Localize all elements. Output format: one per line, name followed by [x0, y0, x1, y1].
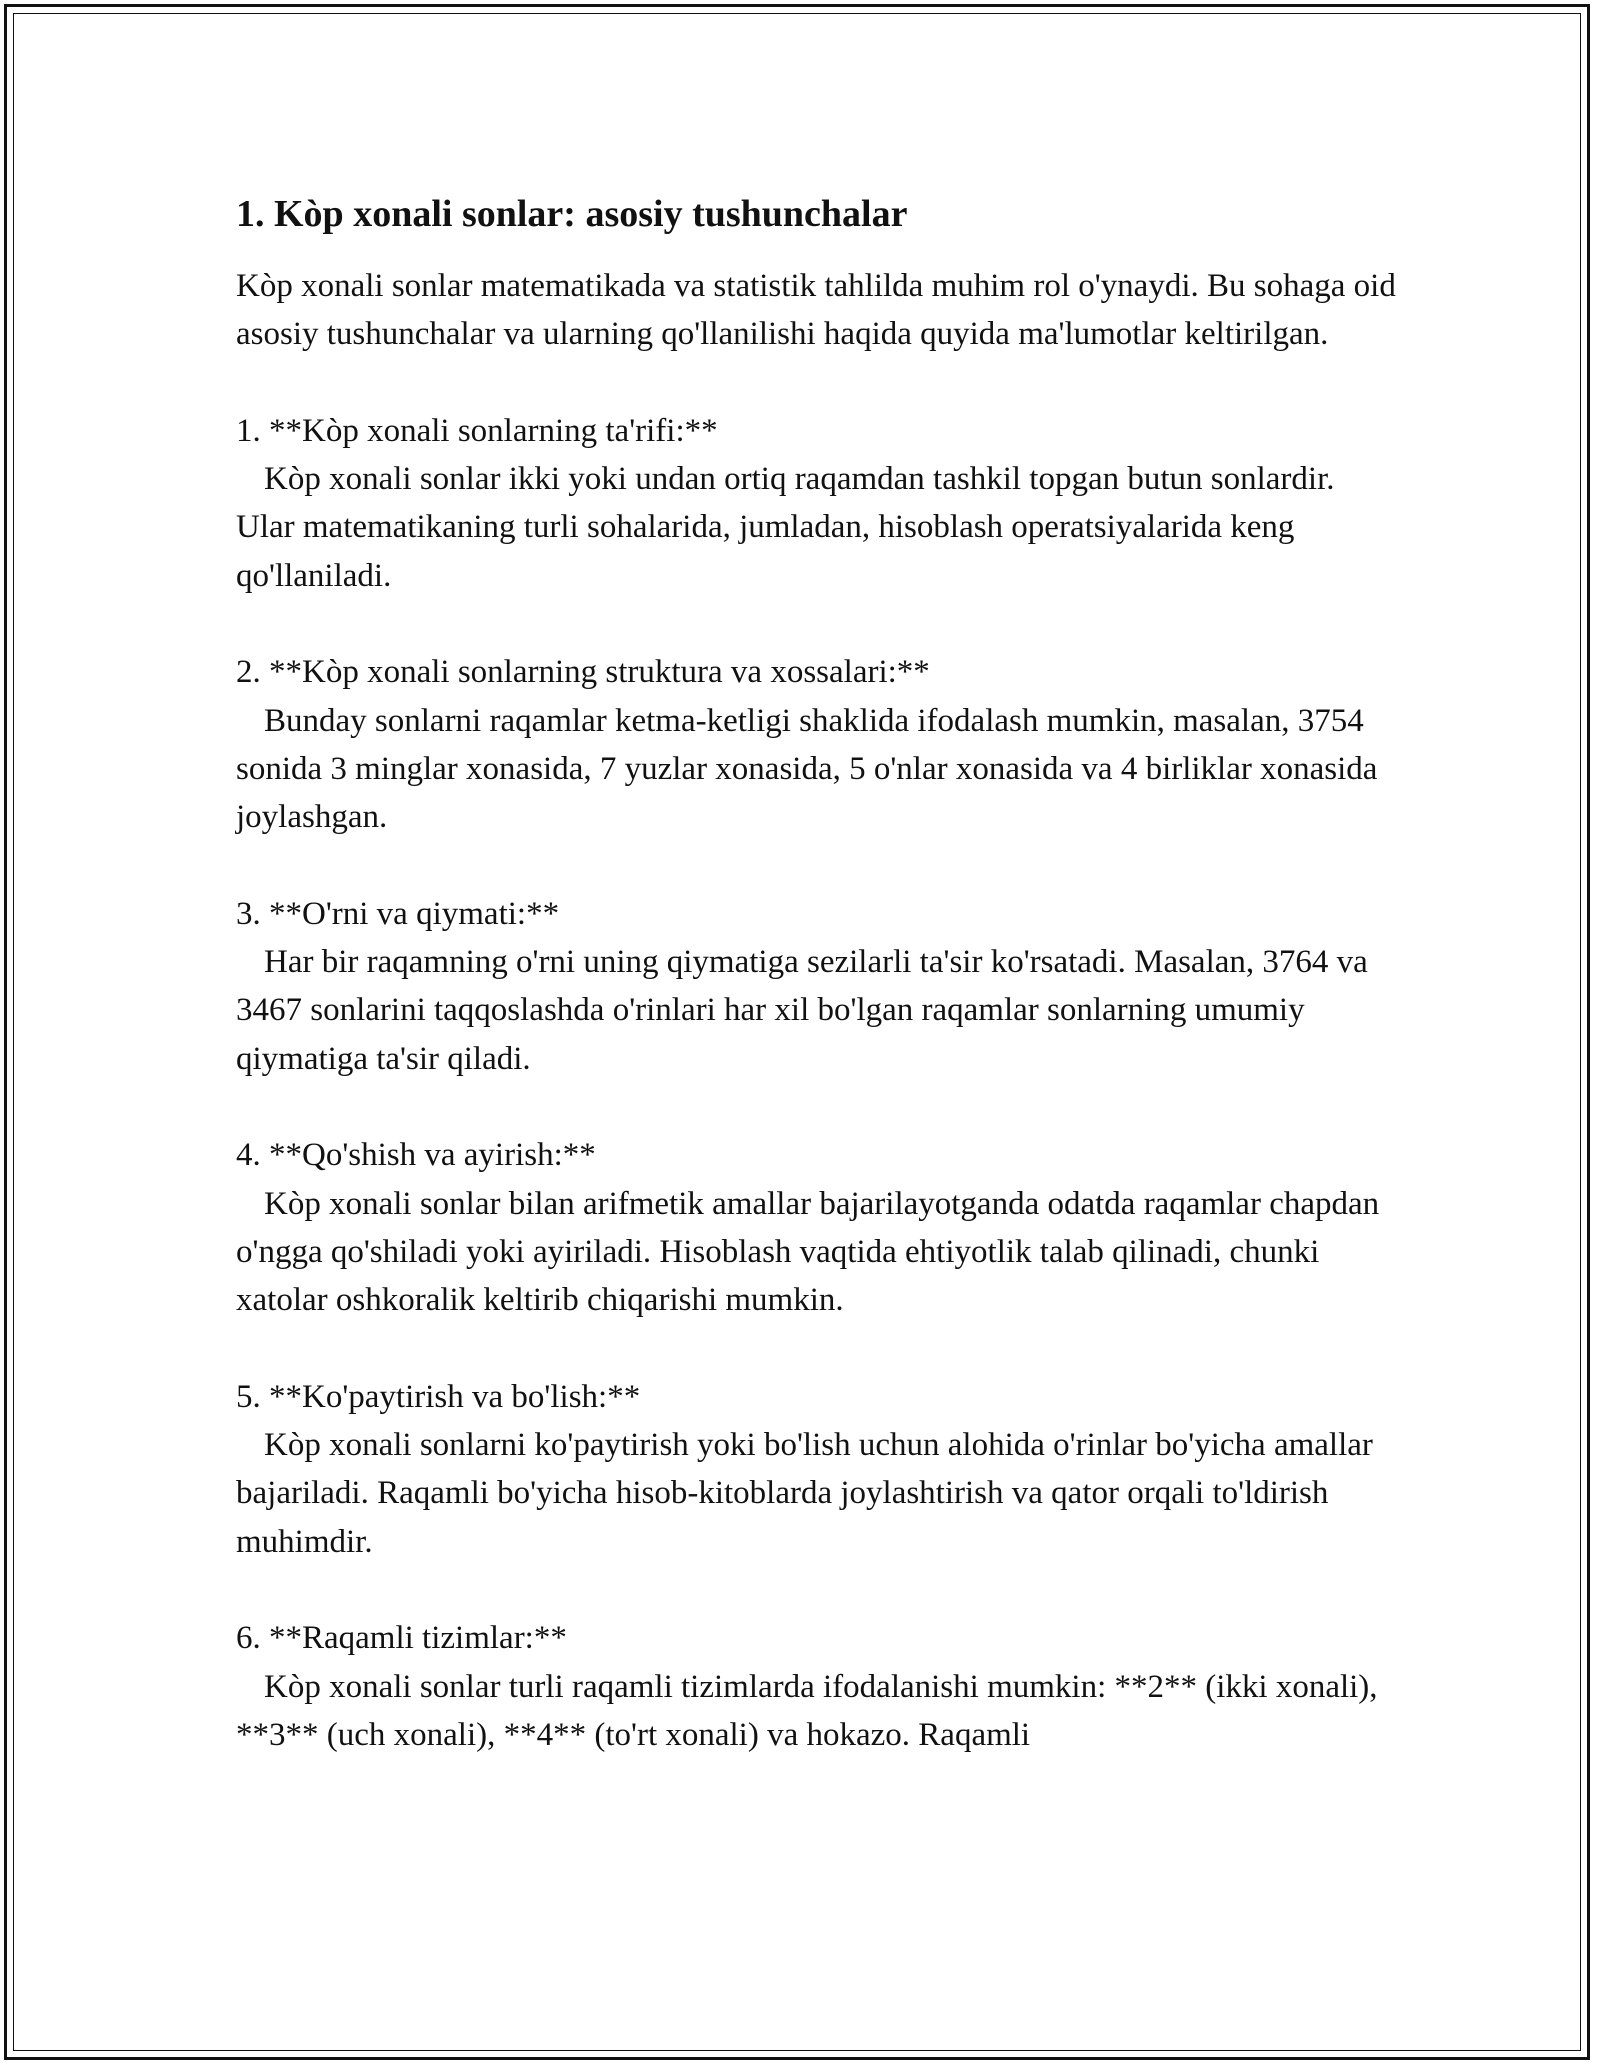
section-1	[236, 407, 1396, 600]
section-body: Kòp xonali sonlar bilan arifmetik amallar bajarilayotganda odatda raqamlar chapdan o'ngga qo'shiladi yoki ayiriladi. Hisoblash vaqtida ehtiyotlik talab qilinadi, chunki xatolar oshkoralik keltirib chiqarishi mumkin.	[236, 1185, 1380, 1319]
section-4	[236, 1131, 1396, 1324]
document-body	[236, 186, 1396, 1759]
section-5	[236, 1373, 1396, 1566]
section-2	[236, 648, 1396, 841]
section-body: Bunday sonlarni raqamlar ketma-ketligi shaklida ifodalash mumkin, masalan, 3754 sonida 3 minglar xonasida, 7 yuzlar xonasida, 5 o'nlar xonasida va 4 birliklar xonasida joylashgan.	[236, 702, 1378, 836]
section-6	[236, 1614, 1396, 1759]
section-heading: 1. **Kòp xonali sonlarning ta'rifi:**	[236, 412, 718, 449]
section-body: Har bir raqamning o'rni uning qiymatiga sezilarli ta'sir ko'rsatadi. Masalan, 3764 va 3467 sonlarini taqqoslashda o'rinlari har xil bo'lgan raqamlar sonlarning umumiy qiymatiga ta'sir qiladi.	[236, 944, 1368, 1077]
section-heading: 4. **Qo'shish va ayirish:**	[236, 1137, 596, 1174]
section-heading: 2. **Kòp xonali sonlarning struktura va xossalari:**	[236, 654, 930, 691]
document-title: 1. Kòp xonali sonlar: asosiy tushunchalar	[236, 193, 908, 235]
section-heading: 5. **Ko'paytirish va bo'lish:**	[236, 1378, 641, 1415]
section-body: Kòp xonali sonlarni ko'paytirish yoki bo'lish uchun alohida o'rinlar bo'yicha amallar bajariladi. Raqamli bo'yicha hisob-kitoblarda joylashtirish va qator orqali to'ldirish muhimdir.	[236, 1427, 1373, 1560]
section-heading: 3. **O'rni va qiymati:**	[236, 895, 560, 932]
section-body: Kòp xonali sonlar ikki yoki undan ortiq raqamdan tashkil topgan butun sonlardir. Ular matematikaning turli sohalarida, jumladan, hisoblash operatsiyalarida keng qo'llaniladi.	[236, 461, 1335, 594]
intro-paragraph: Kòp xonali sonlar matematikada va statistik tahlilda muhim rol o'ynaydi. Bu sohaga oid asosiy tushunchalar va ularning qo'llanilishi haqida quyida ma'lumotlar keltirilgan.	[236, 268, 1396, 353]
section-body: Kòp xonali sonlar turli raqamli tizimlarda ifodalanishi mumkin: **2** (ikki xonali), **3** (uch xonali), **4** (to'rt xonali) va hokazo. Raqamli	[236, 1668, 1378, 1753]
section-heading: 6. **Raqamli tizimlar:**	[236, 1620, 567, 1657]
section-3	[236, 890, 1396, 1083]
